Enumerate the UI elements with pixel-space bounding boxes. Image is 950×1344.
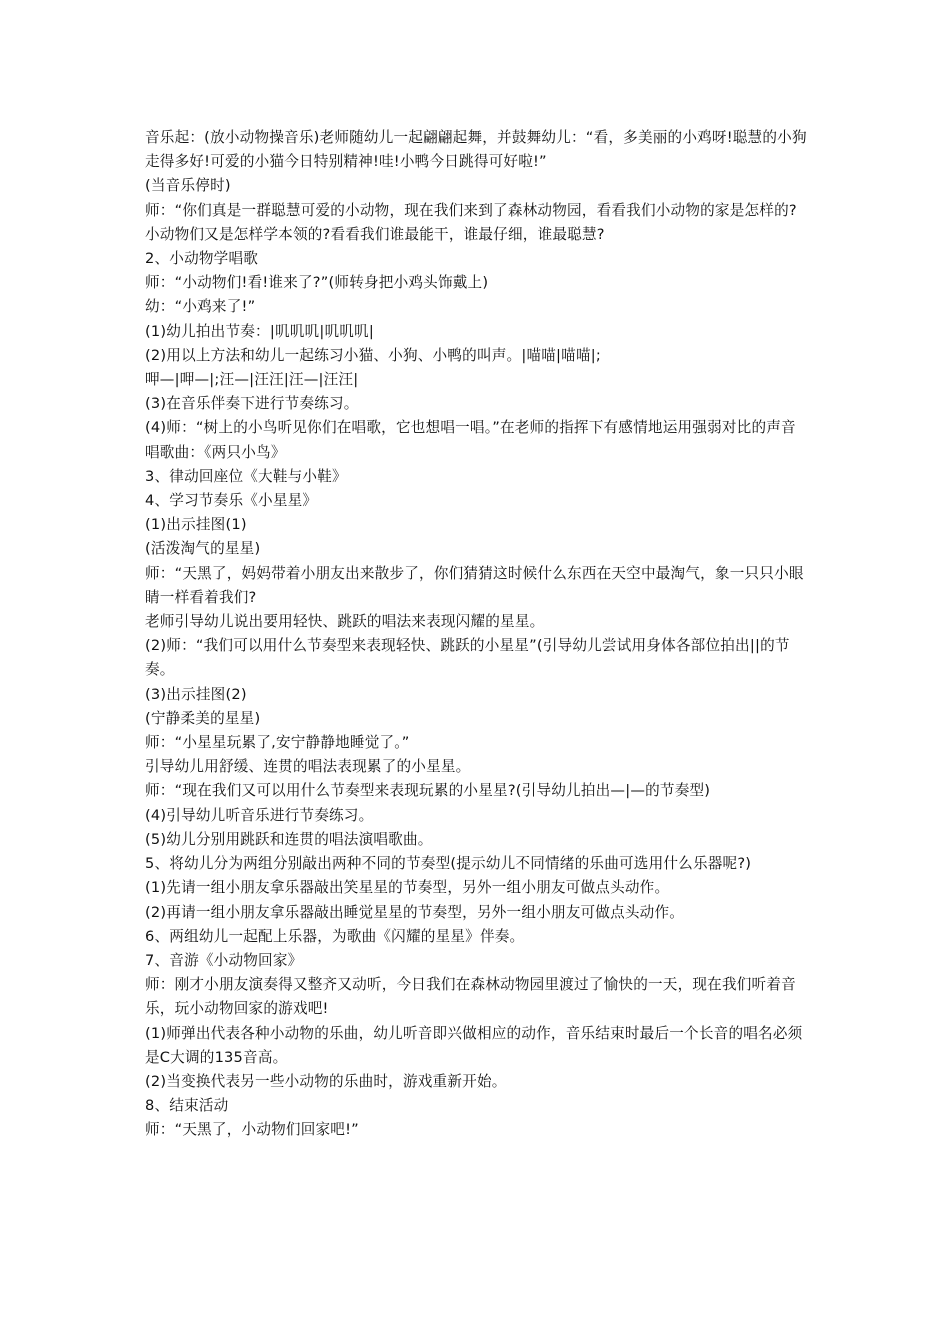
- paragraph: (宁静柔美的星星): [145, 709, 261, 727]
- paragraph: (2)师：“我们可以用什么节奏型来表现轻快、跳跃的小星星”(引导幼儿尝试用身体各部位拍出||的节奏。: [145, 637, 790, 679]
- paragraph: 引导幼儿用舒缓、连贯的唱法表现累了的小星星。: [145, 758, 471, 776]
- paragraph: (1)师弹出代表各种小动物的乐曲，幼儿听音即兴做相应的动作，音乐结束时最后一个长音的唱名必须是C大调的135音高。: [145, 1024, 803, 1066]
- paragraph: (1)幼儿拍出节奏：|叽叽叽|叽叽叽|: [145, 322, 374, 340]
- paragraph: 师：“现在我们又可以用什么节奏型来表现玩累的小星星?(引导幼儿拍出—|—的节奏型): [145, 782, 711, 800]
- paragraph: 老师引导幼儿说出要用轻快、跳跃的唱法来表现闪耀的星星。: [145, 613, 545, 631]
- paragraph: 师：“天黑了，小动物们回家吧!”: [145, 1121, 359, 1139]
- paragraph: (1)出示挂图(1): [145, 516, 247, 534]
- paragraph: (3)在音乐伴奏下进行节奏练习。: [145, 395, 359, 413]
- paragraph: (1)先请一组小朋友拿乐器敲出笑星星的节奏型，另外一组小朋友可做点头动作。: [145, 879, 670, 897]
- paragraph: 师：刚才小朋友演奏得又整齐又动听，今日我们在森林动物园里渡过了愉快的一天，现在我们听着音乐，玩小动物回家的游戏吧!: [145, 976, 796, 1018]
- paragraph: 师：“天黑了，妈妈带着小朋友出来散步了，你们猜猜这时候什么东西在天空中最淘气，象一只只小眼睛一样看着我们?: [145, 564, 804, 606]
- paragraph: 师：“你们真是一群聪慧可爱的小动物，现在我们来到了森林动物园，看看我们小动物的家是怎样的?小动物们又是怎样学本领的?看看我们谁最能干，谁最仔细，谁最聪慧?: [145, 201, 797, 243]
- paragraph: (活泼淘气的星星): [145, 540, 261, 558]
- paragraph: (3)出示挂图(2): [145, 685, 247, 703]
- paragraph: (2)再请一组小朋友拿乐器敲出睡觉星星的节奏型，另外一组小朋友可做点头动作。: [145, 903, 685, 921]
- paragraph: 呷—|呷—|;汪—|汪汪|汪—|汪汪|: [145, 371, 359, 389]
- section-heading: 3、律动回座位《大鞋与小鞋》: [145, 467, 347, 485]
- paragraph: (当音乐停时): [145, 177, 231, 195]
- paragraph: (5)幼儿分别用跳跃和连贯的唱法演唱歌曲。: [145, 830, 433, 848]
- section-heading: 2、小动物学唱歌: [145, 250, 259, 268]
- section-heading: 7、音游《小动物回家》: [145, 951, 303, 969]
- paragraph: 幼：“小鸡来了!”: [145, 298, 256, 316]
- paragraph: (4)引导幼儿听音乐进行节奏练习。: [145, 806, 374, 824]
- section-heading: 6、两组幼儿一起配上乐器，为歌曲《闪耀的星星》伴奏。: [145, 927, 525, 945]
- paragraph: (4)师：“树上的小鸟听见你们在唱歌，它也想唱一唱。”在老师的指挥下有感情地运用强弱对比的声音唱歌曲：《两只小鸟》: [145, 419, 796, 461]
- paragraph: 师：“小星星玩累了,安宁静静地睡觉了。”: [145, 734, 410, 752]
- paragraph: 师：“小动物们!看!谁来了?”(师转身把小鸡头饰戴上): [145, 274, 489, 292]
- paragraph: (2)用以上方法和幼儿一起练习小猫、小狗、小鸭的叫声。|喵喵|喵喵|;: [145, 346, 601, 364]
- section-heading: 4、学习节奏乐《小星星》: [145, 492, 318, 510]
- section-heading: 8、结束活动: [145, 1097, 229, 1115]
- paragraph: (2)当变换代表另一些小动物的乐曲时，游戏重新开始。: [145, 1072, 507, 1090]
- section-heading: 5、将幼儿分为两组分别敲出两种不同的节奏型(提示幼儿不同情绪的乐曲可选用什么乐器呢?): [145, 855, 752, 873]
- paragraph: 音乐起：(放小动物操音乐)老师随幼儿一起翩翩起舞，并鼓舞幼儿：“看，多美丽的小鸡呀!聪慧的小狗走得多好!可爱的小猫今日特别精神!哇!小鸭今日跳得可好啦!”: [145, 129, 807, 171]
- document-body: [145, 126, 810, 1143]
